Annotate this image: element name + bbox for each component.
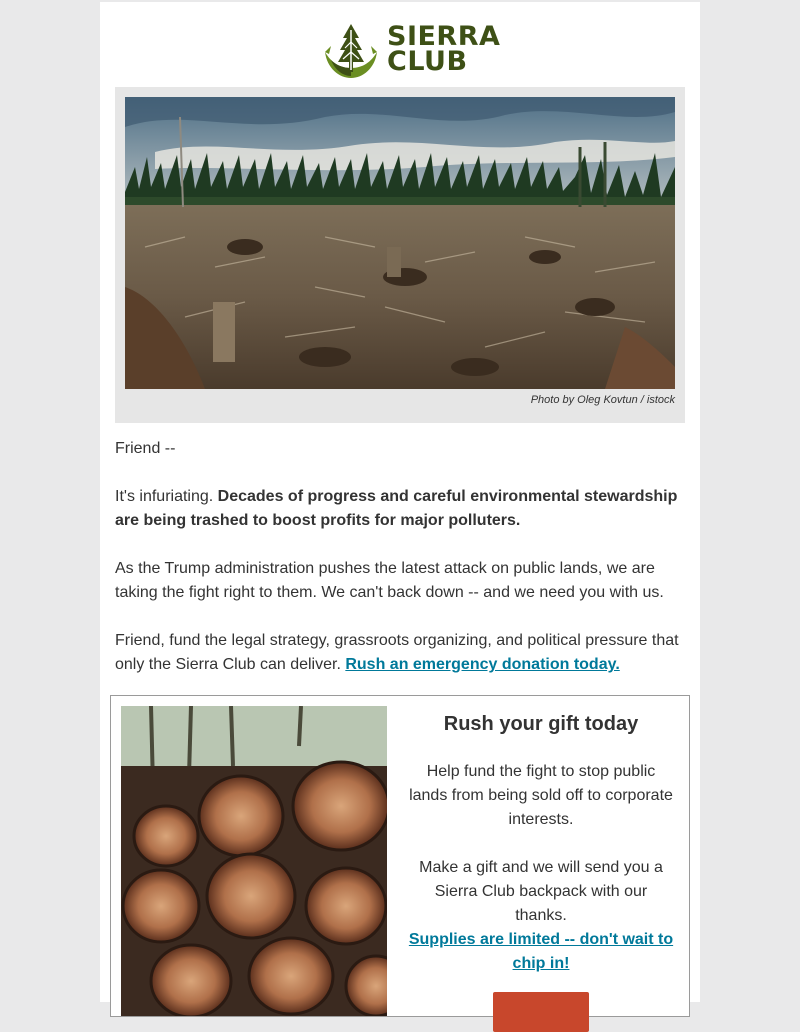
gift-link-paragraph bbox=[407, 928, 675, 976]
gift-callout-box bbox=[110, 695, 690, 1017]
logo-wordmark bbox=[387, 21, 501, 77]
clearcut-forest-photo[interactable] bbox=[125, 97, 675, 389]
donate-button[interactable] bbox=[493, 992, 589, 1032]
greeting: Friend -- bbox=[115, 440, 176, 457]
stacked-logs-photo[interactable] bbox=[121, 706, 387, 1016]
gift-paragraph-1: Help fund the fight to stop public lands from being sold off to corporate interests. bbox=[409, 763, 673, 828]
photo-credit: Photo by Oleg Kovtun / istock bbox=[530, 394, 675, 406]
sierra-club-tree-icon bbox=[321, 22, 381, 80]
paragraph-2: As the Trump administration pushes the latest attack on public lands, we are taking the fight right to them. We can't back down -- and we need you with us. bbox=[115, 560, 664, 601]
paragraph-3 bbox=[115, 629, 685, 677]
paragraph-1-lead: It's infuriating. bbox=[115, 488, 218, 505]
hero-image-frame bbox=[115, 87, 685, 423]
paragraph-1 bbox=[115, 485, 685, 533]
supplies-limited-link[interactable]: Supplies are limited -- don't wait to chip in! bbox=[408, 931, 674, 972]
paragraph-3-lead: Friend, fund the legal strategy, grassroots organizing, and political pressure that only the Sierra Club can deliver. bbox=[115, 632, 679, 673]
gift-paragraph-2: Make a gift and we will send you a Sierra Club backpack with our thanks. bbox=[419, 859, 663, 924]
donate-today-link[interactable]: Rush an emergency donation today. bbox=[345, 656, 620, 673]
paragraph-1-bold: Decades of progress and careful environmental stewardship are being trashed to boost profits for major polluters. bbox=[115, 488, 678, 529]
email-container bbox=[100, 2, 700, 1002]
logo-text-line1: SIERRA bbox=[387, 21, 501, 52]
logo-text-line2: CLUB bbox=[387, 46, 468, 77]
gift-title: Rush your gift today bbox=[443, 713, 639, 735]
sierra-club-logo[interactable] bbox=[100, 20, 700, 82]
